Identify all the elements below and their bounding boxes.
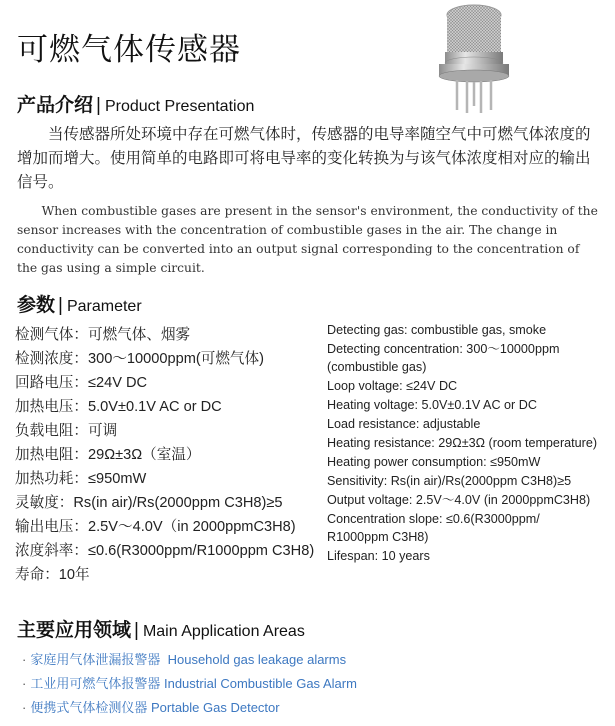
param-en-heating-power: Heating power consumption: ≤950mW bbox=[327, 455, 541, 469]
param-zh-lifespan: 寿命：10年 bbox=[15, 567, 90, 583]
parameter-heading-en: Parameter bbox=[66, 298, 142, 315]
param-zh-detecting-gas: 检测气体：可燃气体、烟雾 bbox=[15, 327, 191, 343]
parameter-heading-zh: 参数 bbox=[17, 295, 56, 316]
parameter-heading bbox=[17, 290, 142, 317]
application-item[interactable] bbox=[22, 675, 357, 692]
param-en-concentration-slope: Concentration slope: ≤0.6(R3000ppm/ R1000ppm C3H8) bbox=[327, 512, 540, 544]
heading-separator: | bbox=[58, 295, 63, 316]
application-en: Household gas leakage alarms bbox=[167, 652, 347, 667]
param-zh-load-resistance: 负载电阻：可调 bbox=[15, 423, 118, 439]
param-zh-concentration-slope: 浓度斜率：≤0.6(R3000ppm/R1000ppm C3H8) bbox=[15, 543, 315, 559]
applications-heading-zh: 主要应用领域 bbox=[17, 620, 132, 641]
param-en-heating-resistance: Heating resistance: 29Ω±3Ω (room temperature) bbox=[327, 436, 598, 450]
param-zh-heating-resistance: 加热电阻：29Ω±3Ω（室温） bbox=[15, 447, 201, 463]
application-zh: 便携式气体检测仪器 bbox=[30, 700, 148, 715]
application-list bbox=[22, 651, 357, 723]
applications-heading-en: Main Application Areas bbox=[142, 623, 305, 640]
intro-text-zh: 当传感器所处环境中存在可燃气体时，传感器的电导率随空气中可燃气体浓度的增加而增大。使用简单的电路即可将电导率的变化转换为与该气体浓度相对应的输出信号。 bbox=[17, 126, 591, 191]
application-zh: 工业用可燃气体报警器 bbox=[30, 676, 161, 691]
param-en-detecting-gas: Detecting gas: combustible gas, smoke bbox=[327, 323, 547, 337]
param-zh-output-voltage: 输出电压：2.5V～4.0V（in 2000ppmC3H8) bbox=[15, 519, 296, 535]
application-item[interactable] bbox=[22, 651, 357, 668]
heading-separator: | bbox=[134, 620, 139, 641]
bullet-icon: · bbox=[22, 676, 27, 691]
param-zh-heating-voltage: 加热电压：5.0V±0.1V AC or DC bbox=[15, 399, 222, 415]
parameter-list-zh bbox=[15, 325, 327, 589]
gas-sensor-image bbox=[430, 2, 518, 114]
intro-heading-en: Product Presentation bbox=[104, 98, 255, 115]
param-zh-sensitivity: 灵敏度：Rs(in air)/Rs(2000ppm C3H8)≥5 bbox=[15, 495, 283, 511]
intro-heading-zh: 产品介绍 bbox=[17, 95, 94, 116]
bullet-icon: · bbox=[22, 700, 27, 715]
bullet-icon: · bbox=[22, 652, 27, 667]
heading-separator: | bbox=[96, 95, 101, 116]
intro-text-en: When combustible gases are present in the sensor's environment, the conductivity of the sensor increases with the concentration of combustible gases in the air. The change in conductivity can be converted into an output signal corresponding to the concentration of the gas using a simple circuit. bbox=[17, 204, 598, 275]
param-en-lifespan: Lifespan: 10 years bbox=[327, 549, 430, 563]
param-zh-heating-power: 加热功耗：≤950mW bbox=[15, 471, 147, 487]
page-title: 可燃气体传感器 bbox=[17, 32, 241, 67]
applications-heading bbox=[17, 615, 305, 642]
param-en-load-resistance: Load resistance: adjustable bbox=[327, 417, 481, 431]
param-en-loop-voltage: Loop voltage: ≤24V DC bbox=[327, 379, 458, 393]
application-zh: 家庭用气体泄漏报警器 bbox=[30, 652, 161, 667]
param-en-output-voltage: Output voltage: 2.5V～4.0V (in 2000ppmC3H8) bbox=[327, 493, 591, 507]
parameter-list-en bbox=[327, 321, 602, 566]
application-en: Industrial Combustible Gas Alarm bbox=[163, 676, 357, 691]
param-zh-loop-voltage: 回路电压：≤24V DC bbox=[15, 375, 148, 391]
application-en: Portable Gas Detector bbox=[150, 700, 280, 715]
application-item[interactable] bbox=[22, 699, 357, 716]
param-en-sensitivity: Sensitivity: Rs(in air)/Rs(2000ppm C3H8)≥5 bbox=[327, 474, 572, 488]
param-en-heating-voltage: Heating voltage: 5.0V±0.1V AC or DC bbox=[327, 398, 537, 412]
intro-heading bbox=[17, 90, 254, 117]
param-en-detecting-concentration: Detecting concentration: 300～10000ppm (combustible gas) bbox=[327, 342, 560, 374]
param-zh-detecting-concentration: 检测浓度：300～10000ppm(可燃气体) bbox=[15, 351, 264, 367]
